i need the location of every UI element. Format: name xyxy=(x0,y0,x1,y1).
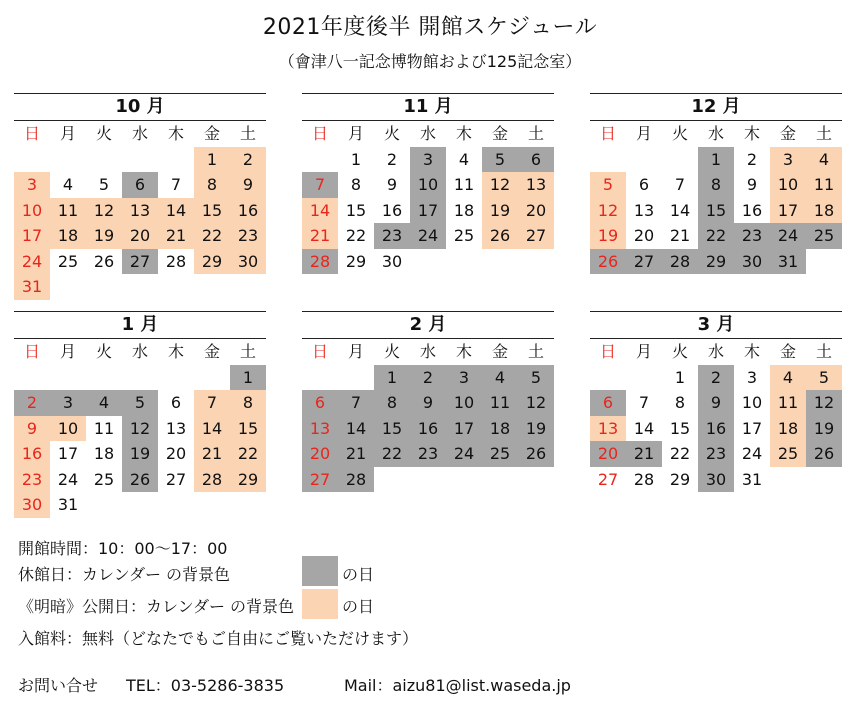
weekday-label: 日 xyxy=(311,124,328,143)
day-cell: 5 xyxy=(806,365,842,391)
day-cell: 22 xyxy=(374,441,410,467)
weekday-label: 土 xyxy=(815,124,832,143)
day-cell: 18 xyxy=(770,416,806,442)
empty-cell xyxy=(14,147,50,173)
day-cell: 29 xyxy=(345,251,367,271)
day-cell: 3 xyxy=(50,390,86,416)
day-cell: 11 xyxy=(50,198,86,224)
day-cell: 16 xyxy=(698,416,734,442)
day-cell: 6 xyxy=(638,175,650,194)
day-cell: 12 xyxy=(122,416,158,442)
day-cell: 20 xyxy=(590,441,626,467)
day-cell: 12 xyxy=(590,198,626,224)
day-cell: 5 xyxy=(482,147,518,173)
weekday-label: 木 xyxy=(743,342,760,361)
day-cell: 13 xyxy=(122,198,158,224)
day-cell: 26 xyxy=(93,251,115,271)
day-cell: 16 xyxy=(410,416,446,442)
day-cell: 20 xyxy=(122,223,158,249)
weekday-label: 金 xyxy=(203,342,220,361)
day-cell: 8 xyxy=(194,172,230,198)
day-cell: 1 xyxy=(674,367,686,387)
weekday-label: 土 xyxy=(239,124,256,143)
empty-cell xyxy=(626,147,662,173)
day-cell: 10 xyxy=(741,393,763,412)
day-cell: 30 xyxy=(230,249,266,275)
day-cell: 22 xyxy=(194,223,230,249)
day-cell: 24 xyxy=(446,441,482,467)
month-march xyxy=(590,311,842,492)
empty-cell xyxy=(590,147,626,173)
day-cell: 7 xyxy=(170,175,182,194)
weekday-label: 土 xyxy=(527,342,544,361)
weekday-label: 土 xyxy=(527,124,544,143)
day-cell: 9 xyxy=(14,416,50,442)
day-cell: 13 xyxy=(590,416,626,442)
day-cell: 10 xyxy=(446,390,482,416)
day-cell: 18 xyxy=(50,223,86,249)
month-header: 2 月 xyxy=(302,311,554,339)
day-cell: 12 xyxy=(482,172,518,198)
day-cell: 24 xyxy=(741,444,763,463)
day-cell: 9 xyxy=(698,390,734,416)
empty-cell xyxy=(158,365,194,391)
weekday-label: 木 xyxy=(743,124,760,143)
day-cell: 21 xyxy=(158,223,194,249)
day-cell: 15 xyxy=(230,416,266,442)
day-cell: 1 xyxy=(230,365,266,391)
day-cell: 1 xyxy=(194,147,230,173)
weekday-label: 木 xyxy=(455,124,472,143)
empty-cell xyxy=(590,365,626,391)
empty-cell xyxy=(158,147,194,173)
day-cell: 21 xyxy=(338,441,374,467)
day-cell: 4 xyxy=(458,149,470,169)
day-cell: 30 xyxy=(734,249,770,275)
day-cell: 11 xyxy=(93,418,115,438)
day-cell: 14 xyxy=(338,416,374,442)
day-cell: 26 xyxy=(482,223,518,249)
month-november xyxy=(302,93,554,274)
day-cell: 31 xyxy=(741,469,763,489)
day-cell: 28 xyxy=(302,249,338,275)
day-cell: 25 xyxy=(453,226,475,245)
day-cell: 2 xyxy=(386,149,398,169)
day-cell: 7 xyxy=(338,390,374,416)
day-cell: 13 xyxy=(165,418,187,438)
weekday-label: 日 xyxy=(599,342,616,361)
day-cell: 16 xyxy=(230,198,266,224)
weekday-label: 金 xyxy=(491,124,508,143)
calendar-grid xyxy=(14,339,266,518)
weekday-label: 金 xyxy=(203,124,220,143)
day-cell: 8 xyxy=(350,175,362,194)
day-cell: 28 xyxy=(338,467,374,493)
month-header: 11 月 xyxy=(302,93,554,121)
day-cell: 12 xyxy=(518,390,554,416)
day-cell: 5 xyxy=(98,175,110,194)
day-cell: 1 xyxy=(350,149,362,169)
calendar-grid xyxy=(302,121,554,274)
day-cell: 31 xyxy=(14,274,50,300)
day-cell: 20 xyxy=(633,226,655,245)
day-cell: 22 xyxy=(669,444,691,463)
day-cell: 23 xyxy=(230,223,266,249)
open-legend-label: 《明暗》公開日：カレンダー の背景色 xyxy=(18,597,295,616)
day-cell: 19 xyxy=(482,198,518,224)
day-cell: 7 xyxy=(674,175,686,194)
weekday-label: 水 xyxy=(131,124,148,143)
weekday-label: 月 xyxy=(347,124,364,143)
weekday-label: 土 xyxy=(239,342,256,361)
day-cell: 1 xyxy=(374,365,410,391)
day-cell: 15 xyxy=(698,198,734,224)
weekday-label: 月 xyxy=(59,124,76,143)
empty-cell xyxy=(662,147,698,173)
calendar-grid xyxy=(590,121,842,274)
day-cell: 17 xyxy=(770,198,806,224)
day-cell: 9 xyxy=(410,390,446,416)
day-cell: 14 xyxy=(669,200,691,220)
day-cell: 26 xyxy=(518,441,554,467)
day-cell: 7 xyxy=(302,172,338,198)
day-cell: 29 xyxy=(669,469,691,489)
day-cell: 3 xyxy=(770,147,806,173)
day-cell: 20 xyxy=(165,444,187,463)
day-cell: 11 xyxy=(806,172,842,198)
day-cell: 17 xyxy=(741,418,763,438)
calendar-grid xyxy=(14,121,266,300)
day-cell: 27 xyxy=(165,469,187,489)
weekday-label: 月 xyxy=(635,124,652,143)
day-cell: 2 xyxy=(746,149,758,169)
closed-swatch xyxy=(302,556,338,586)
weekday-label: 土 xyxy=(815,342,832,361)
day-cell: 25 xyxy=(93,469,115,489)
day-cell: 25 xyxy=(770,441,806,467)
day-cell: 6 xyxy=(518,147,554,173)
day-cell: 17 xyxy=(446,416,482,442)
day-cell: 19 xyxy=(86,223,122,249)
day-cell: 27 xyxy=(122,249,158,275)
day-cell: 15 xyxy=(669,418,691,438)
weekday-label: 水 xyxy=(131,342,148,361)
calendar-grid xyxy=(302,339,554,492)
day-cell: 7 xyxy=(194,390,230,416)
day-cell: 24 xyxy=(14,249,50,275)
day-cell: 17 xyxy=(57,444,79,463)
weekday-label: 月 xyxy=(347,342,364,361)
day-cell: 4 xyxy=(86,390,122,416)
closed-legend-label: 休館日：カレンダー の背景色 xyxy=(18,565,231,584)
day-cell: 19 xyxy=(590,223,626,249)
day-cell: 3 xyxy=(446,365,482,391)
page-title: 2021年度後半 開館スケジュール xyxy=(262,15,598,40)
day-cell: 2 xyxy=(410,365,446,391)
day-cell: 5 xyxy=(122,390,158,416)
day-cell: 14 xyxy=(633,418,655,438)
day-cell: 14 xyxy=(194,416,230,442)
day-cell: 23 xyxy=(410,441,446,467)
day-cell: 23 xyxy=(698,441,734,467)
day-cell: 23 xyxy=(14,467,50,493)
empty-cell xyxy=(50,365,86,391)
day-cell: 22 xyxy=(230,441,266,467)
weekday-label: 日 xyxy=(311,342,328,361)
weekday-label: 木 xyxy=(167,124,184,143)
day-cell: 28 xyxy=(165,251,187,271)
day-cell: 6 xyxy=(170,393,182,412)
day-cell: 30 xyxy=(14,492,50,518)
day-cell: 15 xyxy=(374,416,410,442)
empty-cell xyxy=(194,365,230,391)
day-cell: 24 xyxy=(410,223,446,249)
day-cell: 6 xyxy=(122,172,158,198)
weekday-label: 水 xyxy=(419,342,436,361)
day-cell: 4 xyxy=(806,147,842,173)
day-cell: 17 xyxy=(14,223,50,249)
month-header: 1 月 xyxy=(14,311,266,339)
day-cell: 27 xyxy=(302,467,338,493)
day-cell: 20 xyxy=(518,198,554,224)
empty-cell xyxy=(302,147,338,173)
day-cell: 21 xyxy=(626,441,662,467)
day-cell: 8 xyxy=(698,172,734,198)
day-cell: 8 xyxy=(674,393,686,412)
day-cell: 8 xyxy=(374,390,410,416)
day-cell: 17 xyxy=(410,198,446,224)
day-cell: 27 xyxy=(518,223,554,249)
weekday-label: 火 xyxy=(671,124,688,143)
page-subtitle: （會津八一記念博物館および125記念室） xyxy=(278,52,582,71)
opening-hours: 開館時間：10：00～17：00 xyxy=(18,539,228,558)
day-cell: 15 xyxy=(345,200,367,220)
weekday-label: 木 xyxy=(455,342,472,361)
month-october xyxy=(14,93,266,300)
day-cell: 10 xyxy=(50,416,86,442)
day-cell: 5 xyxy=(590,172,626,198)
day-cell: 26 xyxy=(590,249,626,275)
day-cell: 2 xyxy=(14,390,50,416)
empty-cell xyxy=(14,365,50,391)
day-cell: 8 xyxy=(230,390,266,416)
day-cell: 7 xyxy=(638,393,650,412)
day-cell: 29 xyxy=(230,467,266,493)
weekday-label: 金 xyxy=(491,342,508,361)
day-cell: 4 xyxy=(62,175,74,194)
weekday-label: 火 xyxy=(383,342,400,361)
empty-cell xyxy=(122,147,158,173)
day-cell: 14 xyxy=(302,198,338,224)
day-cell: 30 xyxy=(698,467,734,493)
day-cell: 2 xyxy=(698,365,734,391)
day-cell: 10 xyxy=(410,172,446,198)
empty-cell xyxy=(86,147,122,173)
contact-tel: TEL：03-5286-3835 xyxy=(126,676,285,695)
day-cell: 29 xyxy=(698,249,734,275)
day-cell: 31 xyxy=(57,495,79,514)
day-cell: 24 xyxy=(770,223,806,249)
day-cell: 23 xyxy=(734,223,770,249)
weekday-label: 月 xyxy=(59,342,76,361)
day-cell: 12 xyxy=(806,390,842,416)
weekday-label: 金 xyxy=(779,124,796,143)
day-cell: 18 xyxy=(93,444,115,463)
day-cell: 26 xyxy=(122,467,158,493)
weekday-label: 火 xyxy=(383,124,400,143)
day-cell: 21 xyxy=(302,223,338,249)
day-cell: 16 xyxy=(741,200,763,220)
empty-cell xyxy=(122,365,158,391)
day-cell: 6 xyxy=(590,390,626,416)
empty-cell xyxy=(86,365,122,391)
day-cell: 28 xyxy=(194,467,230,493)
weekday-label: 火 xyxy=(95,124,112,143)
day-cell: 2 xyxy=(230,147,266,173)
weekday-label: 木 xyxy=(167,342,184,361)
day-cell: 11 xyxy=(453,175,475,194)
day-cell: 28 xyxy=(633,469,655,489)
day-cell: 19 xyxy=(122,441,158,467)
day-cell: 3 xyxy=(14,172,50,198)
day-cell: 4 xyxy=(770,365,806,391)
weekday-label: 金 xyxy=(779,342,796,361)
day-cell: 18 xyxy=(806,198,842,224)
day-cell: 25 xyxy=(482,441,518,467)
day-cell: 6 xyxy=(302,390,338,416)
contact-mail: Mail：aizu81@list.waseda.jp xyxy=(344,676,571,695)
day-cell: 22 xyxy=(345,226,367,245)
contact-label: お問い合せ xyxy=(18,676,99,695)
day-cell: 9 xyxy=(230,172,266,198)
weekday-label: 火 xyxy=(95,342,112,361)
day-cell: 25 xyxy=(57,251,79,271)
day-cell: 13 xyxy=(518,172,554,198)
day-cell: 26 xyxy=(806,441,842,467)
day-cell: 13 xyxy=(302,416,338,442)
empty-cell xyxy=(302,365,338,391)
day-cell: 13 xyxy=(633,200,655,220)
day-cell: 12 xyxy=(86,198,122,224)
day-cell: 27 xyxy=(626,249,662,275)
day-cell: 14 xyxy=(158,198,194,224)
month-february xyxy=(302,311,554,492)
empty-cell xyxy=(338,365,374,391)
day-cell: 15 xyxy=(194,198,230,224)
empty-cell xyxy=(50,147,86,173)
weekday-label: 日 xyxy=(23,124,40,143)
weekday-label: 日 xyxy=(23,342,40,361)
day-cell: 27 xyxy=(597,469,619,489)
day-cell: 16 xyxy=(381,200,403,220)
day-cell: 9 xyxy=(746,175,758,194)
month-january xyxy=(14,311,266,518)
day-cell: 28 xyxy=(662,249,698,275)
open-legend-suffix: の日 xyxy=(342,597,375,616)
day-cell: 11 xyxy=(770,390,806,416)
day-cell: 29 xyxy=(194,249,230,275)
day-cell: 31 xyxy=(770,249,806,275)
weekday-label: 日 xyxy=(599,124,616,143)
empty-cell xyxy=(626,365,662,391)
day-cell: 11 xyxy=(482,390,518,416)
day-cell: 22 xyxy=(698,223,734,249)
day-cell: 21 xyxy=(194,441,230,467)
closed-legend-suffix: の日 xyxy=(342,565,375,584)
weekday-label: 火 xyxy=(671,342,688,361)
day-cell: 9 xyxy=(386,175,398,194)
day-cell: 10 xyxy=(14,198,50,224)
day-cell: 19 xyxy=(806,416,842,442)
day-cell: 5 xyxy=(518,365,554,391)
day-cell: 21 xyxy=(669,226,691,245)
day-cell: 30 xyxy=(381,251,403,271)
day-cell: 1 xyxy=(698,147,734,173)
day-cell: 18 xyxy=(482,416,518,442)
day-cell: 4 xyxy=(482,365,518,391)
admission-fee: 入館料：無料（どなたでもご自由にご覧いただけます） xyxy=(18,629,419,648)
month-header: 10 月 xyxy=(14,93,266,121)
day-cell: 10 xyxy=(770,172,806,198)
day-cell: 23 xyxy=(374,223,410,249)
day-cell: 3 xyxy=(746,367,758,387)
day-cell: 16 xyxy=(14,441,50,467)
open-swatch xyxy=(302,589,338,619)
month-header: 12 月 xyxy=(590,93,842,121)
calendar-grid xyxy=(590,339,842,492)
day-cell: 19 xyxy=(518,416,554,442)
weekday-label: 水 xyxy=(707,342,724,361)
day-cell: 20 xyxy=(302,441,338,467)
day-cell: 25 xyxy=(806,223,842,249)
weekday-label: 水 xyxy=(419,124,436,143)
month-december xyxy=(590,93,842,274)
day-cell: 18 xyxy=(453,200,475,220)
month-header: 3 月 xyxy=(590,311,842,339)
weekday-label: 水 xyxy=(707,124,724,143)
weekday-label: 月 xyxy=(635,342,652,361)
day-cell: 24 xyxy=(57,469,79,489)
day-cell: 3 xyxy=(410,147,446,173)
